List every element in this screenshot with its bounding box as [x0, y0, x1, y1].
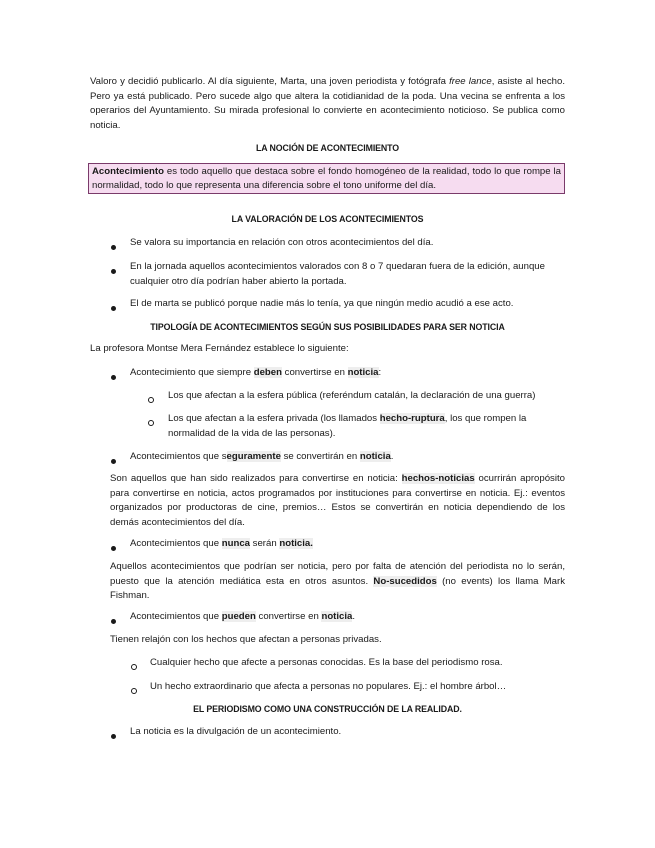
tipo-2-paragraph: Son aquellos que han sido realizados para convertirse en noticia: hechos-noticias ocurrirán apropósito para convertirse en noticia, actos programados por instituciones para convertirse en noticia. Ej.: eventos organizados por productoras de cine, premios… Estos se convertirán en noticia dependiendo de los demás acontecimientos del día. — [110, 473, 565, 528]
definition-text: es todo aquello que destaca sobre el fondo homogéneo de la realidad, todo lo que rompe la normalidad, todo lo que representa una diferencia sobre el tono uniforme del día. — [92, 166, 561, 191]
intro-italic: free lance — [449, 76, 492, 87]
sub-bullet-icon — [131, 684, 137, 699]
keyword-noticia: noticia — [321, 611, 353, 622]
definition-box — [88, 163, 565, 194]
bullet-icon — [111, 614, 116, 629]
bullet-icon — [111, 729, 116, 744]
tipo-4-sub-2: Un hecho extraordinario que afecta a personas no populares. Ej.: el hombre árbol… — [150, 681, 507, 692]
profesora-paragraph: La profesora Montse Mera Fernández establece lo siguiente: — [90, 343, 349, 354]
intro-text: Valoro y decidió publicarlo. Al día siguiente, Marta, una joven periodista y fotógrafa — [90, 76, 450, 87]
valoracion-item-1: Se valora su importancia en relación con otros acontecimientos del día. — [130, 237, 434, 248]
keyword-deben: deben — [253, 367, 282, 378]
heading-tipologia: TIPOLOGÍA DE ACONTECIMIENTOS SEGÚN SUS POSIBILIDADES PARA SER NOTICIA — [150, 322, 505, 332]
definition-term: Acontecimiento — [92, 166, 164, 177]
bullet-icon — [111, 370, 116, 385]
tipo-2: Acontecimientos que seguramente se convertirán en noticia. — [130, 451, 394, 462]
keyword-hecho-ruptura: hecho-ruptura — [379, 413, 445, 424]
tipo-4: Acontecimientos que pueden convertirse en noticia. — [130, 611, 356, 622]
sub-bullet-icon — [148, 393, 154, 408]
keyword-seguramente: eguramente — [226, 451, 281, 462]
tipo-4-paragraph: Tienen relajón con los hechos que afectan a personas privadas. — [110, 634, 382, 645]
keyword-pueden: pueden — [221, 611, 256, 622]
valoracion-item-3: El de marta se publicó porque nadie más lo tenía, ya que ningún medio acudió a ese acto. — [130, 298, 514, 309]
keyword-no-sucedidos: No-sucedidos — [373, 575, 437, 587]
keyword-nunca: nunca — [221, 538, 250, 549]
sub-bullet-icon — [131, 660, 137, 675]
tipo-3-paragraph: Aquellos acontecimientos que podrían ser noticia, pero por falta de atención del periodista no lo serán, puesto que la atención mediática esta en otros asuntos. No-sucedidos (no events) los llama Mark Fishman. — [110, 561, 566, 601]
bullet-icon — [111, 264, 116, 279]
bullet-icon — [111, 240, 116, 255]
keyword-hechos-noticias: hechos-noticias — [401, 473, 475, 484]
heading-nocion: LA NOCIÓN DE ACONTECIMIENTO — [255, 143, 400, 153]
periodismo-item-1: La noticia es la divulgación de un acontecimiento. — [130, 726, 342, 737]
tipo-4-sub-1: Cualquier hecho que afecte a personas conocidas. Es la base del periodismo rosa. — [150, 657, 503, 668]
tipo-3: Acontecimientos que nunca serán noticia. — [130, 538, 313, 549]
tipo-1-sub-1: Los que afectan a la esfera pública (referéndum catalán, la declaración de una guerra) — [168, 390, 536, 401]
keyword-noticia: noticia. — [279, 538, 313, 549]
bullet-icon — [111, 541, 116, 556]
bullet-icon — [111, 454, 116, 469]
heading-valoracion: LA VALORACIÓN DE LOS ACONTECIMIENTOS — [231, 214, 424, 224]
intro-text-end: , asiste al hecho. Pero ya está publicado. Pero sucede algo que altera la cotidianidad de la poda. Una vecina se enfrenta a los operarios del Ayuntamiento. Su mirada profesional lo convierte en acontecimiento noticioso. Se publica como noticia. — [90, 76, 565, 131]
tipo-1-sub-2: Los que afectan a la esfera privada (los llamados hecho-ruptura, los que rompen la normalidad de la vida de las personas). — [168, 413, 527, 439]
sub-bullet-icon — [148, 416, 154, 431]
valoracion-item-2: En la jornada aquellos acontecimientos valorados con 8 o 7 quedaran fuera de la edición, aunque cualquier otro día podrían haber abierto la portada. — [130, 261, 545, 287]
keyword-noticia: noticia — [359, 451, 391, 462]
keyword-noticia: noticia — [347, 367, 379, 378]
tipo-1: Acontecimiento que siempre deben convertirse en noticia: — [130, 367, 382, 378]
heading-periodismo: EL PERIODISMO COMO UNA CONSTRUCCIÓN DE LA REALIDAD. — [193, 704, 462, 714]
intro-paragraph — [90, 75, 565, 133]
bullet-icon — [111, 301, 116, 316]
